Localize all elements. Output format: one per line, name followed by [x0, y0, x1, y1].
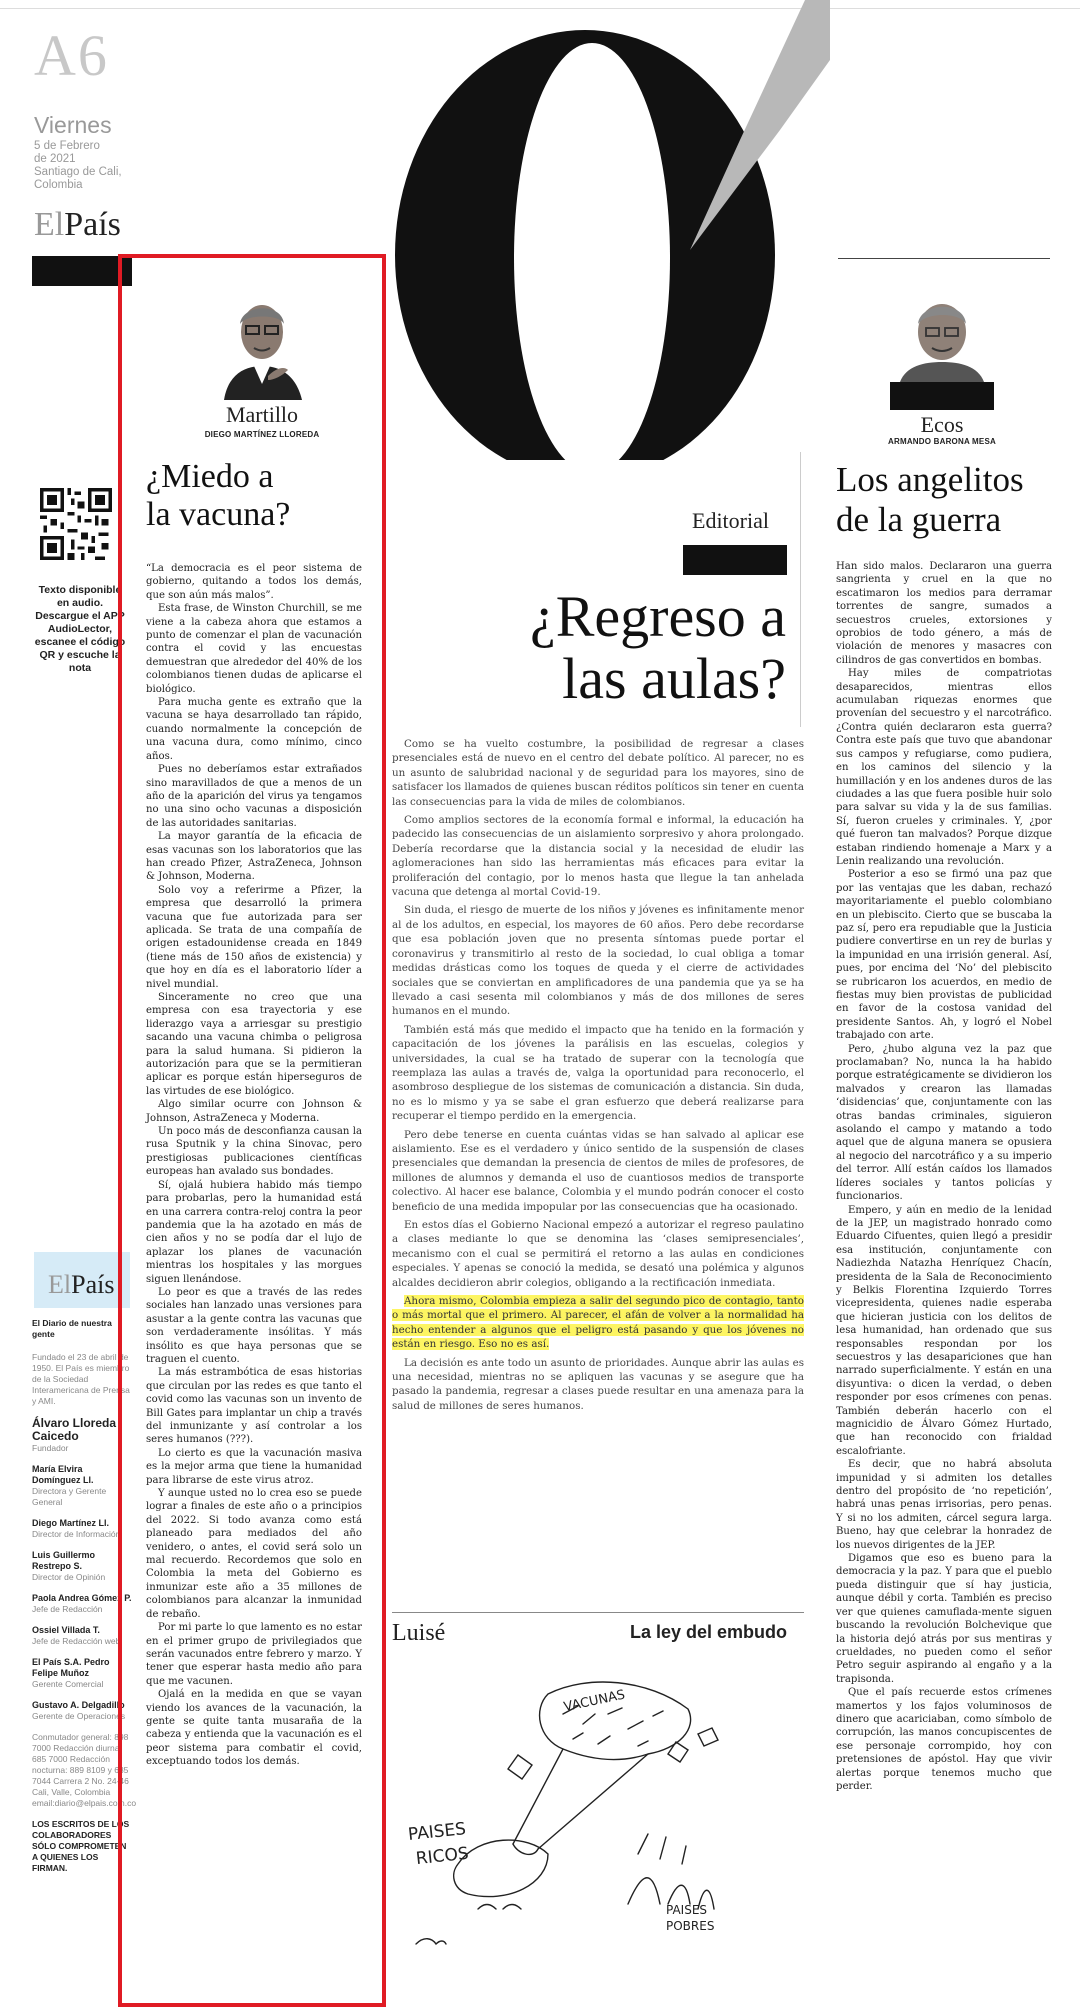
column-author: ARMANDO BARONA MESA: [888, 437, 996, 446]
paragraph: Algo similar ocurre con Johnson & Johnson, AstraZeneca y Moderna.: [146, 1099, 362, 1124]
paragraph: Ojalá en la medida en que se vayan viendo los avances de la vacunación, la gente se quite tanta musaraña de la cabeza y entienda que la vacunación es el peor sistema para combatir el covid, exceptuando todos los demás.: [146, 1689, 362, 1768]
paragraph: Un poco más de desconfianza causan la rusa Sputnik y la china Sinovac, pero prestigiosas publicaciones científicas europeas han avalado sus bondades.: [146, 1126, 362, 1178]
paragraph: Han sido malos. Declararon una guerra sangrienta y cruel en la que no escatimaron los medios para derramar torrentes de sangre, sumados a secuestros crueles, extorsiones y oprobios de todo género, a más de violación de menores y masacres con cilindros de gas convertidos en bombas.: [836, 561, 1052, 666]
cartoon-artist: Luisé: [392, 1620, 446, 1646]
editorial-bar: [683, 545, 787, 575]
credits-tagline: El Diario de nuestra gente: [32, 1318, 112, 1339]
headline-line: ¿Miedo a: [146, 458, 274, 495]
paragraph: Lo peor es que a través de las redes sociales han lanzado unas versiones para asustar a la gente contra las vacunas que son verdaderamente insólitas. Y más insólito es que haya personas que se traguen el cuento.: [146, 1286, 362, 1365]
paragraph: Digamos que eso es bueno para la democracia y la paz. Y para que el pueblo pueda distinguir que sí hay justicia, aunque débil y corta. También es preciso ver que quienes camuflada-mente siguen buscando la revolución Bolchevique que la historia dejó atrás por sus mentiras y crueldades, no pueden como el señor Petro seguir aspirando al engaño y a la trapisonda.: [836, 1553, 1052, 1685]
newspaper-logo: ElPaís: [34, 206, 121, 243]
column-author: DIEGO MARTÍNEZ LLOREDA: [204, 430, 320, 439]
selection-frame: [118, 254, 386, 2007]
big-letter-text: Ó: [360, 0, 361, 1]
highlight: Ahora mismo, Colombia empieza a salir del segundo pico de contagio, tanto o más mortal que el primero. Al parecer, el afán de volver a la normalidad ha hecho entender a algunos que el peligro está pasando y que los jóvenes no están en riesgo. Eso no es así.: [392, 1295, 804, 1351]
column-body: [836, 560, 1052, 1793]
credits-block: [32, 1318, 137, 1874]
cartoon-illustration: [398, 1654, 798, 1954]
right-rule: [838, 258, 1050, 259]
paragraph: Como amplios sectores de la economía formal e informal, la educación ha padecido las consecuencias de un aislamiento sorpresivo y ahora prolongado. Debería recordarse que la distancia social y la necesidad de eludir las aglomeraciones han sido las herramientas más eficaces para evitar la proliferación del contagio, por lo menos hasta que llegue la tan anhelada vacuna que detenga al mortal Covid-19.: [392, 814, 804, 899]
paragraph: Sin duda, el riesgo de muerte de los niños y jóvenes es infinitamente menor al de los adultos, en especial, los mayores de 60 años. Pero debe recordarse que esa población joven que no presenta síntomas puede portar el coronavirus y transmitirlo al resto de la sociedad, lo cual obliga a tomar medidas drásticas como los toques de queda y el cierre de actividades sociales que se conviertan en amplificadores de una pandemia que ya se ha llevado a casi sesenta mil colombianos y más de dos millones de seres humanos en el mundo.: [392, 904, 804, 1018]
paragraph: Es decir, que no habrá absoluta impunidad y si admiten los detalles dentro del propósito de ‘no repetición’, habrá unas penas irrisorias, pero penas. Y si no los admiten, cárcel segura larga. Bueno, hay que celebrar la honradez de los nuevos dirigentes de la JEP.: [836, 1459, 1052, 1551]
paragraph: Pues no deberíamos estar extrañados sino maravillados de que a menos de un año de la aparición del virus ya tengamos no una sino ocho vacunas a disposición de las autoridades sanitarias.: [146, 764, 362, 829]
cartoon-label-pobres: POBRES: [666, 1919, 715, 1933]
paragraph: Pero debe tenerse en cuenta cuántas vidas se han salvado al aplicar ese aislamiento. Ese es el verdadero y único sentido de la suspensión de clases presenciales que demandan la presencia de cientos de miles de profesores, de millones de alumnos y demanda el uso de cuantiosos medios de transporte colectivo. Al hacer ese balance, Colombia y el mundo podrán conocer el costo beneficio de una medida impopular por las consecuencias que ha ocasionado.: [392, 1128, 804, 1213]
date-line: 5 de Febrero: [34, 140, 100, 152]
credits-contact: Conmutador general: 898 7000 Redacción diurna: 685 7000 Redacción nocturna: 889 8109 y 685 7044 Carrera 2 No. 24-46 Cali, Valle, Colombia email:diario@elpais.com.co: [32, 1732, 137, 1808]
credits-founded: Fundado el 23 de abril de 1950. El País es miembro de la Sociedad Interamericana de Prensa y AMI.: [32, 1352, 130, 1406]
big-o-letter: [360, 0, 830, 460]
founder-name: Álvaro Lloreda Caicedo: [32, 1416, 117, 1443]
cartoon-title: La ley del embudo: [630, 1622, 788, 1642]
staff-role: Director de Opinión: [32, 1572, 106, 1582]
location-line: Colombia: [34, 179, 83, 191]
column-name-martillo: Martillo: [225, 402, 299, 427]
cartoon-label-pobres: PAISES: [666, 1903, 708, 1917]
paragraph: Esta frase, de Winston Churchill, se me viene a la cabeza ahora que estamos a punto de comenzar el plan de vacunación contra el covid y las encuestas demuestran que alrededor del 40% de los colombianos tienen dudas de aplicarse el biológico.: [146, 603, 362, 695]
paragraph: También está más que medido el impacto que ha tenido en la formación y capacitación de los jóvenes la parálisis en las escuelas, colegios y universidades, la cual se ha tratado de superar con la tecnología que reemplaza las aulas a través de, valga la oportunidad para reconocerlo, el asombroso despliegue de los sistemas de comunicación a distancia. Sin duda, no es lo mismo y ya se sabe el gran esfuerzo que deberá realizarse para recuperar el tiempo perdido en la emergencia.: [392, 1023, 804, 1123]
paragraph: Por mi parte lo que lamento es no estar en el primer grupo de privilegiados que serán vacunados entre febrero y marzo. Y tener que esperar hasta medio año para que me vacunen.: [146, 1622, 362, 1687]
qr-caption: Texto disponible en audio. Descargue el APP AudioLector, escanee el código QR y escuche la nota: [34, 584, 126, 674]
paragraph: Como se ha vuelto costumbre, la posibilidad de regresar a clases presenciales está de nuevo en el centro del debate político. Al parecer, no es un asunto de salubridad nacional y de seguridad para los mayores, sino de satisfacer los llamados de quienes buscan réditos políticos sin tener en cuenta las consecuencias para la vida de miles de colombianos.: [392, 738, 804, 808]
staff-role: Directora y Gerente General: [32, 1486, 107, 1507]
staff-role: Director de Información: [32, 1529, 121, 1539]
paragraph: Empero, y aún en medio de la lenidad de la JEP, un magistrado honrado como Eduardo Cifuentes, quien llegó a presidir esa institución, conjuntamente con Nadiezhda Natazha Henríquez Chacín, presidenta de la Sala de Reconocimiento y Belkis Florentina Izquierdo Torres vicepresidenta, quienes nadie esperaba que hicieran justicia con los delitos de lesa humanidad, han ordenado que sus responsables respondan por los secuestros y las desapariciones que han narrado superficialmente. Y están en una disyuntiva: o dicen la verdad, o deben responder por esos crímenes con penas. También deberán hacerlo con el magnicidio de Álvaro Gómez Hurtado, que han reconocido con frialdad escalofriante.: [836, 1204, 1052, 1457]
staff-role: Gerente de Operaciones: [32, 1711, 126, 1721]
staff-role: Jefe de Redacción: [32, 1604, 103, 1614]
date-line: de 2021: [34, 153, 76, 165]
cartoon-label-vacunas: VACUNAS: [562, 1687, 627, 1716]
paragraph: La decisión es ante todo un asunto de prioridades. Aunque abrir las aulas es una necesidad, mientras no se apliquen las vacunas y se asegure que ha pasado la pandemia, regresar a clases puede resultar en una amenaza para la salud de millones de seres humanos.: [392, 1356, 804, 1412]
cartoon-label-ricos: RICOS: [414, 1843, 470, 1870]
paragraph: Pero, ¿hubo alguna vez la paz que proclamaban? No, nunca la ha habido porque estratégicamente se dividieron los malvados y crearon las llamadas ‘disidencias’ que, conjuntamente con las otras bandas criminales, siguieron asolando el campo y matando a todo aquel que de alguna manera se opusiera al negocio del narcotráfico y a su imperio del terror. Allí están caídos los llamados líderes sociales y tantos policías y funcionarios.: [836, 1043, 1052, 1203]
editorial-rule: [800, 452, 801, 727]
cartoon-rule: [392, 1612, 804, 1613]
headline-line: la vacuna?: [146, 496, 291, 533]
paragraph: En estos días el Gobierno Nacional empezó a autorizar el regreso paulatino a clases mediante lo que se denomina las ‘clases semipresenciales’, mecanismo con el cual se permitirá el retorno a las aulas en condiciones especiales. Y apenas se conoció la medida, se desató una polémica y algunos alcaldes decidieron abrir colegios, obligando a la rectificación inmediata.: [392, 1219, 804, 1289]
paragraph: La mayor garantía de la eficacia de esas vacunas son los laboratorios que las han creado Pfizer, AstraZeneca, Johnson & Johnson, Moderna.: [146, 831, 362, 883]
paragraph: Y aunque usted no lo crea eso se puede lograr a finales de este año o a principios del 2022. Si todo avanza como está planeado para mediados del año venidero, o antes, el covid será solo un mal recuerdo. Recordemos que solo en Colombia la meta del Gobierno es inmunizar este año a 35 millones de colombianos para alcanzar la inmunidad de rebaño.: [146, 1488, 362, 1620]
author-photo-right: [890, 282, 994, 410]
staff-role: Jefe de Redacción web: [32, 1636, 121, 1646]
paragraph: “La democracia es el peor sistema de gobierno, quitando a todos los demás, que son aún más malos”.: [146, 563, 362, 601]
paragraph: Sinceramente no creo que una empresa con esa trayectoria y ese liderazgo vaya a arriesgar su prestigio sacando una vacuna chimba o peligrosa para la salud humana. Si pidieron la autorización para que se la permitieran aplicar es porque están hiperseguros de las virtudes de ese biológico.: [146, 992, 362, 1097]
paragraph: Hay miles de compatriotas desaparecidos, mientras ellos acumulaban riquezas enormes que provenían del secuestro y el narcotráfico. ¿Contra quién declararon esta guerra? Contra este país que tuvo que abandonar sus campos y refugiarse, como pudiera, en los caminos del silencio y la humillación y en los andenes duros de las ciudades a las que fuera posible huir solo para salvar su vida y la de sus familias. Sí, fueron crueles y criminales. Y, ¿por qué fueron tan malvados? Porque dizque estaban rindiendo homenaje a Marx y a Lenin realizando una revolución.: [836, 668, 1052, 867]
staff-name: Gustavo A. Delgadillo: [32, 1700, 125, 1710]
headline-line: Los angelitos: [836, 460, 1024, 499]
location-line: Santiago de Cali,: [34, 166, 122, 178]
editorial-label: Editorial: [692, 508, 769, 533]
staff-name: Ossiel Villada T.: [32, 1625, 100, 1635]
paragraph: Lo cierto es que la vacunación masiva es la mejor arma que tiene la humanidad para librarse de este virus atroz.: [146, 1447, 362, 1486]
paragraph: Que el país recuerde estos crímenes mamertos y los fajos voluminosos de dinero que acariciaban, como símbolo de corrupción, las manos concupiscentes de ese personaje corrompido, hoy con pretensiones de apóstol. Hay que vivir alertas porque tenemos mucho que perder.: [836, 1687, 1052, 1792]
highlighted-paragraph: [392, 1294, 804, 1352]
column-headline: [836, 460, 1024, 540]
editorial-headline: [440, 586, 786, 710]
staff-name: Paola Andrea Gómez P.: [32, 1593, 132, 1603]
paragraph: Para mucha gente es extraño que la vacuna se haya desarrollado tan rápido, cuando normalmente la concepción de una vacuna dura, como mínimo, cinco años.: [146, 697, 362, 762]
credits-disclaimer: LOS ESCRITOS DE LOS COLABORADORES SÓLO COMPROMETEN A QUIENES LOS FIRMAN.: [32, 1819, 130, 1873]
cartoon-label-ricos: PAISES: [407, 1819, 467, 1845]
staff-role: Gerente Comercial: [32, 1679, 104, 1689]
headline-line: de la guerra: [836, 500, 1002, 539]
headline-line: las aulas?: [562, 646, 786, 711]
masthead-bar: [32, 256, 132, 286]
paragraph: Sí, ojalá hubiera habido más tiempo para probarlas, pero la humanidad está en una carrera contra-reloj contra la peor pandemia que la ha azotado en más de cien años y no se podía dar el lujo de aplazar los planes de vacunación mientras los hospitales y las morgues siguen llenándose.: [146, 1179, 362, 1285]
day-label: Viernes: [34, 112, 112, 138]
paragraph: Solo voy a referirme a Pfizer, la empresa que desarrolló la primera vacuna que fue autorizada para ser aplicada. Se trata de una compañía de origen estadounidense creada en 1849 (tiene más de 150 años de existencia) y que hoy en día es el laboratorio líder a nivel mundial.: [146, 884, 362, 990]
staff-name: El País S.A. Pedro Felipe Muñoz: [32, 1657, 110, 1678]
page-number: A6: [34, 23, 109, 88]
column-name-ecos: Ecos: [920, 412, 964, 437]
staff-name: Diego Martínez Ll.: [32, 1518, 110, 1528]
paragraph: La más estrambótica de esas historias que circulan por las redes es que tanto el covid como las vacunas son un invento de Bill Gates para implantar un chip a través del inmunizante y así controlar a los seres humanos (???).: [146, 1367, 362, 1446]
staff-name: Luis Guillermo Restrepo S.: [32, 1550, 96, 1571]
staff-name: María Elvira Domínguez Ll.: [32, 1464, 94, 1485]
headline-line: ¿Regreso a: [529, 584, 786, 649]
paragraph: Posterior a eso se firmó una paz que por las ventajas que les daban, rechazó mayoritariamente el pueblo colombiano en un plebiscito. Cierto que se buscaba la paz sí, pero era repudiable que la Justicia pudiere convertirse en un rey de burlas y la impunidad en una irrisión general. Así, pues, por encima del ‘No’ del plebiscito se rubricaron los acuerdos, en medio de fiestas muy bien provistas de publicidad en favor de la costosa vanidad del presidente Santos. Ah, y logró el Nobel trabajado con arte.: [836, 869, 1052, 1042]
qr-code-icon[interactable]: [40, 488, 112, 560]
credits-logo: ElPaís: [48, 1270, 115, 1299]
editorial-body: [392, 737, 804, 1417]
founder-role: Fundador: [32, 1443, 69, 1453]
dateline: [34, 140, 122, 192]
